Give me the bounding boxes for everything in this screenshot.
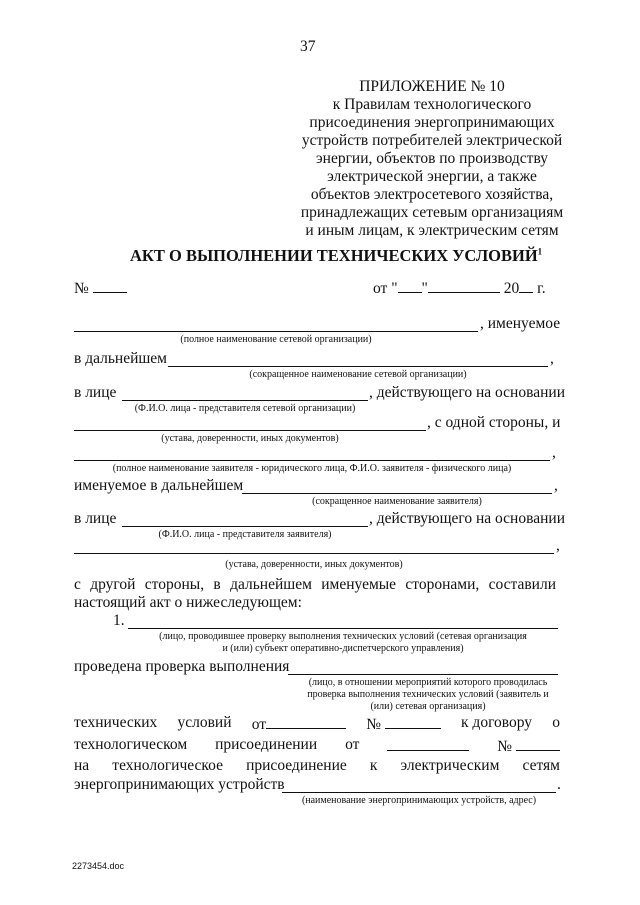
paragraph-line: с другой стороны, в дальнейшем именуемые сторонами, составили — [74, 576, 556, 593]
row10-label: проведена проверка выполнения — [74, 658, 290, 675]
appendix-line: присоединения энергопринимающих — [309, 114, 555, 131]
paragraph-line: технических условий от № к договору о — [74, 714, 560, 733]
footer-filename: 2273454.doc — [72, 861, 125, 871]
network-org-short-name-field[interactable] — [168, 366, 548, 367]
appendix-line: к Правилам технологического — [332, 96, 532, 113]
inspector-field[interactable] — [128, 628, 558, 629]
caption-applicant-full-name: (полное наименование заявителя - юридического лица, Ф.И.О. заявителя - физического лица) — [112, 463, 512, 474]
item-number: 1. — [113, 612, 125, 629]
caption-inspector: (лицо, проводившее проверку выполнения технических условий (сетевая организация и (или) субъект оперативно-диспетчерского управления) — [159, 631, 527, 654]
caption-applicant-short-name: (сокращенное наименование заявителя) — [312, 496, 482, 507]
caption-devices: (наименование энергопринимающих устройств, адрес) — [301, 795, 537, 806]
date-year-prefix: 20 — [503, 280, 520, 297]
appendix-line: и иным лицам, к электрическим сетям — [305, 222, 559, 239]
tech-conditions-number-field[interactable] — [385, 714, 441, 729]
date-year-suffix: г. — [537, 280, 546, 297]
inspected-party-field[interactable] — [288, 674, 558, 675]
heading-text: АКТ О ВЫПОЛНЕНИИ ТЕХНИЧЕСКИХ УСЛОВИЙ — [130, 246, 538, 265]
caption-network-org-representative: (Ф.И.О. лица - представителя сетевой организации) — [134, 403, 356, 414]
document-heading — [130, 246, 542, 266]
row-last-label: энергопринимающих устройств — [74, 776, 285, 793]
devices-field[interactable] — [282, 792, 556, 793]
date-month-field[interactable] — [428, 278, 500, 293]
row7-label: в лице — [74, 510, 117, 527]
contract-number-field[interactable] — [516, 736, 560, 751]
applicant-basis-field[interactable] — [74, 553, 554, 554]
appendix-line: электрической энергии, а также — [327, 168, 537, 185]
caption-network-org-short-name: (сокращенное наименование сетевой организации) — [249, 369, 467, 380]
date-day-field[interactable] — [398, 278, 422, 293]
appendix-line: принадлежащих сетевым организациям — [300, 204, 564, 221]
caption-network-org-full-name: (полное наименование сетевой организации) — [180, 334, 372, 345]
appendix-title: ПРИЛОЖЕНИЕ № 10 — [359, 78, 505, 95]
date-from-label: от " — [373, 280, 398, 297]
appendix-block — [282, 78, 582, 240]
appendix-line: устройств потребителей электрической — [301, 132, 563, 149]
row3-label: в лице — [74, 384, 117, 401]
network-org-representative-field[interactable] — [122, 400, 368, 401]
caption-inspected-party: (лицо, в отношении мероприятий которого проводилась проверка выполнения технических условий (заявитель и (или) сетевая организация) — [307, 677, 549, 712]
act-number-field[interactable] — [93, 278, 127, 293]
act-date: от " " 20 г. — [373, 280, 546, 297]
appendix-line: энергии, объектов по производству — [316, 150, 548, 167]
applicant-short-name-field[interactable] — [242, 493, 552, 494]
paragraph-line: на технологическое присоединение к электрическим сетям — [74, 757, 560, 774]
caption-applicant-basis: (устава, доверенности, иных документов) — [225, 559, 403, 570]
row1-suffix: , именуемое — [480, 315, 561, 332]
paragraph-line: технологическом присоединении от № — [74, 736, 560, 756]
caption-applicant-representative: (Ф.И.О. лица - представителя заявителя) — [158, 529, 332, 540]
network-org-basis-field[interactable] — [74, 430, 426, 431]
caption-network-org-basis: (устава, доверенности, иных документов) — [161, 433, 339, 444]
date-year-field[interactable] — [519, 278, 533, 293]
number-label: № — [74, 280, 89, 297]
row6-label: именуемое в дальнейшем — [74, 477, 244, 494]
paragraph-line: настоящий акт о нижеследующем: — [74, 594, 302, 611]
applicant-representative-field[interactable] — [122, 526, 368, 527]
contract-date-field[interactable] — [387, 736, 469, 751]
page-number: 37 — [300, 38, 316, 55]
row2-label: в дальнейшем — [74, 350, 167, 367]
appendix-line: объектов электросетевого хозяйства, — [310, 186, 554, 203]
heading-footnote: 1 — [537, 246, 543, 257]
tech-conditions-date-field[interactable] — [266, 714, 346, 729]
network-org-full-name-field[interactable] — [74, 331, 478, 332]
act-number — [74, 278, 127, 298]
applicant-full-name-field[interactable] — [74, 460, 550, 461]
